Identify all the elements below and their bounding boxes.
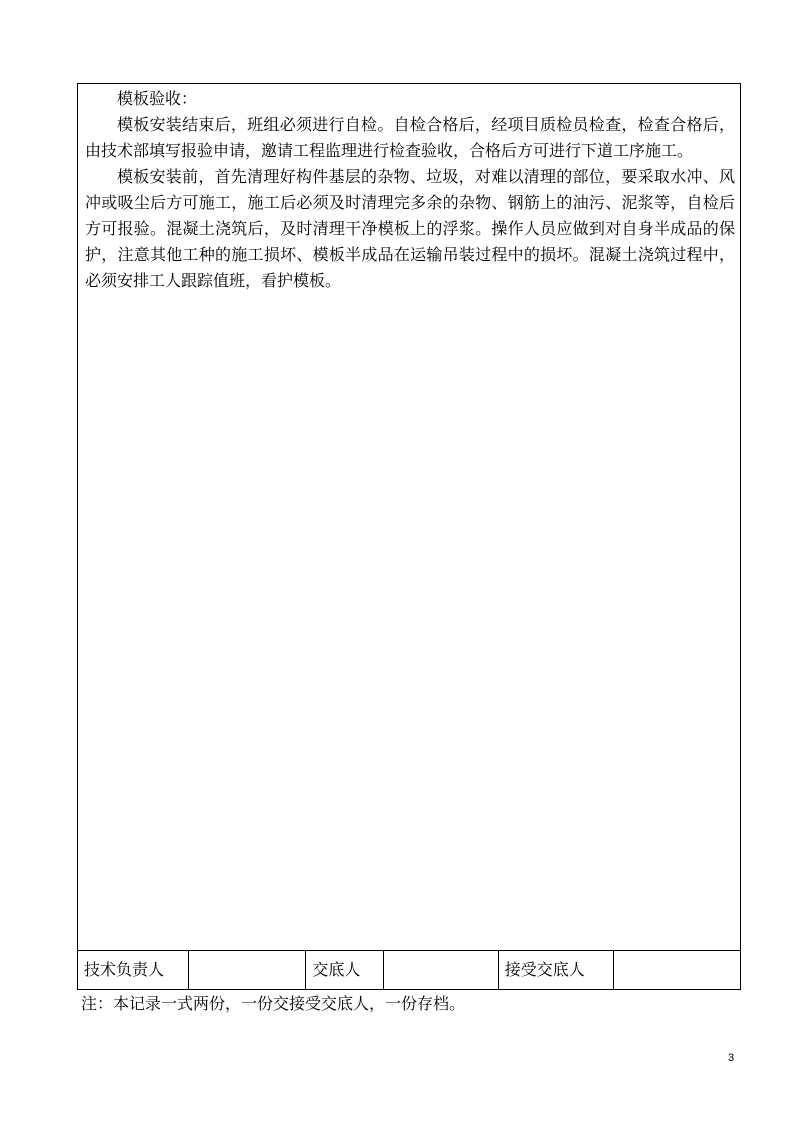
content-box xyxy=(77,83,741,951)
section-title: 模板验收： xyxy=(117,89,198,108)
recipient-field[interactable] xyxy=(614,951,740,989)
signature-row xyxy=(77,950,741,990)
footnote: 注：本记录一式两份，一份交接受交底人，一份存档。 xyxy=(81,994,466,1013)
paragraph-inspection-process: 模板安装结束后，班组必须进行自检。自检合格后，经项目质检员检查，检查合格后，由技术部填写报验申请，邀请工程监理进行检查验收，合格后方可进行下道工序施工。 xyxy=(85,115,735,160)
technical-lead-label: 技术负责人 xyxy=(78,951,189,989)
content-text-area xyxy=(85,86,735,294)
handover-person-label: 交底人 xyxy=(306,951,384,989)
paragraph-cleaning-requirements: 模板安装前，首先清理好构件基层的杂物、垃圾，对难以清理的部位，要采取水冲、风冲或吸尘后方可施工，施工后必须及时清理完多余的杂物、钢筋上的油污、泥浆等，自检后方可报验。混凝土浇筑后，及时清理干净模板上的浮浆。操作人员应做到对自身半成品的保护，注意其他工种的施工损坏、模板半成品在运输吊装过程中的损坏。混凝土浇筑过程中，必须安排工人跟踪值班，看护模板。 xyxy=(85,167,735,290)
handover-person-field[interactable] xyxy=(384,951,499,989)
technical-lead-field[interactable] xyxy=(189,951,307,989)
page-number: 3 xyxy=(728,1052,735,1064)
recipient-label: 接受交底人 xyxy=(499,951,615,989)
